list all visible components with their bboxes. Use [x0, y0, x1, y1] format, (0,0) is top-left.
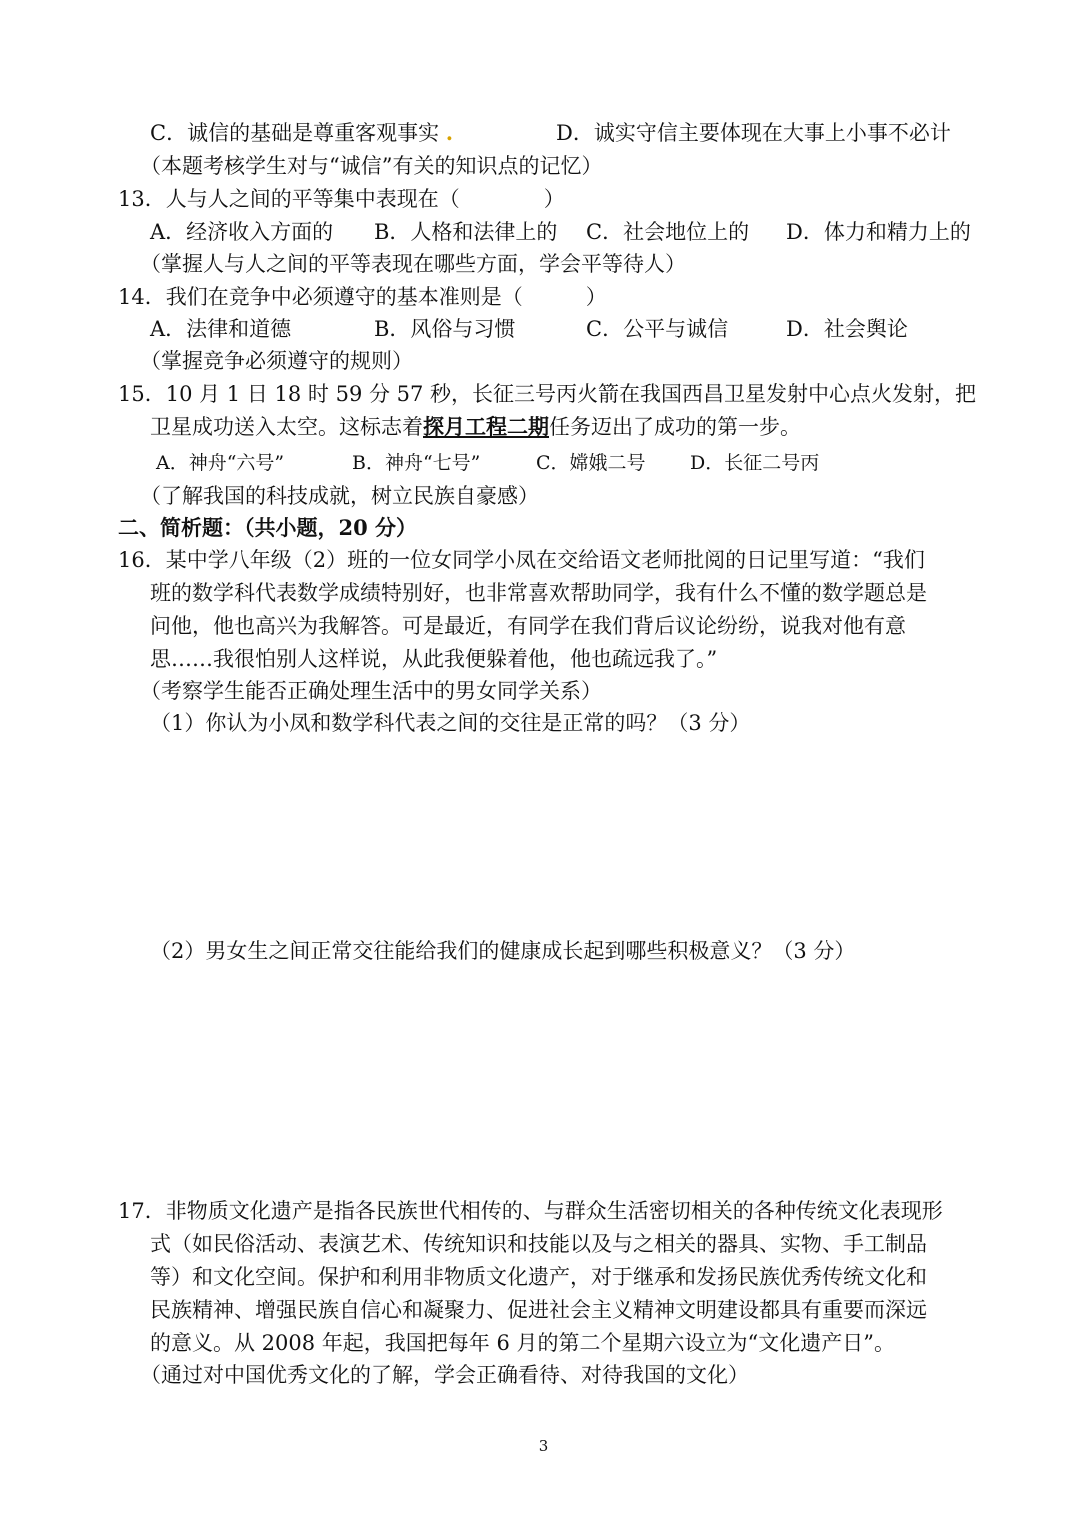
q13-option-c: C．社会地位上的 — [586, 220, 750, 244]
q12-option-d: D．诚实守信主要体现在大事上小事不必计 — [556, 121, 951, 145]
q15-option-c: C．嫦娥二号 — [536, 452, 646, 474]
q17-line3: 等）和文化空间。保护和利用非物质文化遗产，对于继承和发扬民族优秀传统文化和 — [150, 1265, 927, 1289]
q15-note: （了解我国的科技成就，树立民族自豪感） — [140, 484, 539, 508]
q15-stem-before: 卫星成功送入太空。这标志着 — [150, 415, 423, 439]
q15-stem-after: 任务迈出了成功的第一步。 — [549, 415, 801, 439]
q16-line4: 思……我很怕别人这样说，从此我便躲着他，他也疏远我了。” — [150, 647, 718, 671]
q14-stem: 14．我们在竞争中必须遵守的基本准则是（ ） — [118, 285, 607, 309]
q14-option-d: D．社会舆论 — [786, 317, 908, 341]
q16-line2: 班的数学科代表数学成绩特别好，也非常喜欢帮助同学，我有什么不懂的数学题总是 — [150, 581, 927, 605]
q17-note: （通过对中国优秀文化的了解，学会正确看待、对待我国的文化） — [140, 1363, 749, 1387]
q13-note: （掌握人与人之间的平等表现在哪些方面，学会平等待人） — [140, 252, 686, 276]
q15-option-d: D．长征二号丙 — [690, 452, 820, 474]
q13-option-d: D．体力和精力上的 — [786, 220, 971, 244]
q16-line3: 问他，他也高兴为我解答。可是最近，有同学在我们背后议论纷纷，说我对他有意 — [150, 614, 906, 638]
q15-option-a: A．神舟“六号” — [156, 452, 285, 474]
q15-option-b: B．神舟“七号” — [352, 452, 481, 474]
q13-option-b: B．人格和法律上的 — [374, 220, 558, 244]
q14-option-b: B．风俗与习惯 — [374, 317, 516, 341]
q16-sub2: （2）男女生之间正常交往能给我们的健康成长起到哪些积极意义？（3 分） — [150, 939, 856, 963]
q17-line2: 式（如民俗活动、表演艺术、传统知识和技能以及与之相关的器具、实物、手工制品 — [150, 1232, 927, 1256]
q12-option-c — [150, 118, 453, 148]
q12-note: （本题考核学生对与“诚信”有关的知识点的记忆） — [140, 154, 603, 178]
q12-option-c-text: C．诚信的基础是尊重客观事实 — [150, 121, 440, 145]
q13-stem: 13．人与人之间的平等集中表现在（ ） — [118, 187, 565, 211]
q17-line5: 的意义。从 2008 年起，我国把每年 6 月的第二个星期六设立为“文化遗产日”。 — [150, 1331, 895, 1355]
q15-stem-line1: 15．10 月 1 日 18 时 59 分 57 秒，长征三号丙火箭在我国西昌卫星发射中心点火发射，把 — [118, 382, 977, 406]
q12-option-c-mark: . — [445, 120, 454, 145]
q16-line1: 16．某中学八年级（2）班的一位女同学小凤在交给语文老师批阅的日记里写道：“我们 — [118, 548, 925, 572]
q17-line4: 民族精神、增强民族自信心和凝聚力、促进社会主义精神文明建设都具有重要而深远 — [150, 1298, 927, 1322]
q15-stem-line2 — [150, 412, 801, 442]
q14-option-c: C．公平与诚信 — [586, 317, 729, 341]
section-heading: 二、简析题：（共小题，20 分） — [118, 515, 418, 540]
q17-line1: 17．非物质文化遗产是指各民族世代相传的、与群众生活密切相关的各种传统文化表现形 — [118, 1199, 943, 1223]
q15-emphasis: 探月工程二期 — [423, 414, 549, 439]
q13-option-a: A．经济收入方面的 — [150, 220, 334, 244]
page-number: 3 — [538, 1437, 549, 1455]
q16-note: （考察学生能否正确处理生活中的男女同学关系） — [140, 679, 602, 703]
q16-sub1: （1）你认为小凤和数学科代表之间的交往是正常的吗？（3 分） — [150, 711, 751, 735]
q14-option-a: A．法律和道德 — [150, 317, 292, 341]
q14-note: （掌握竞争必须遵守的规则） — [140, 349, 413, 373]
